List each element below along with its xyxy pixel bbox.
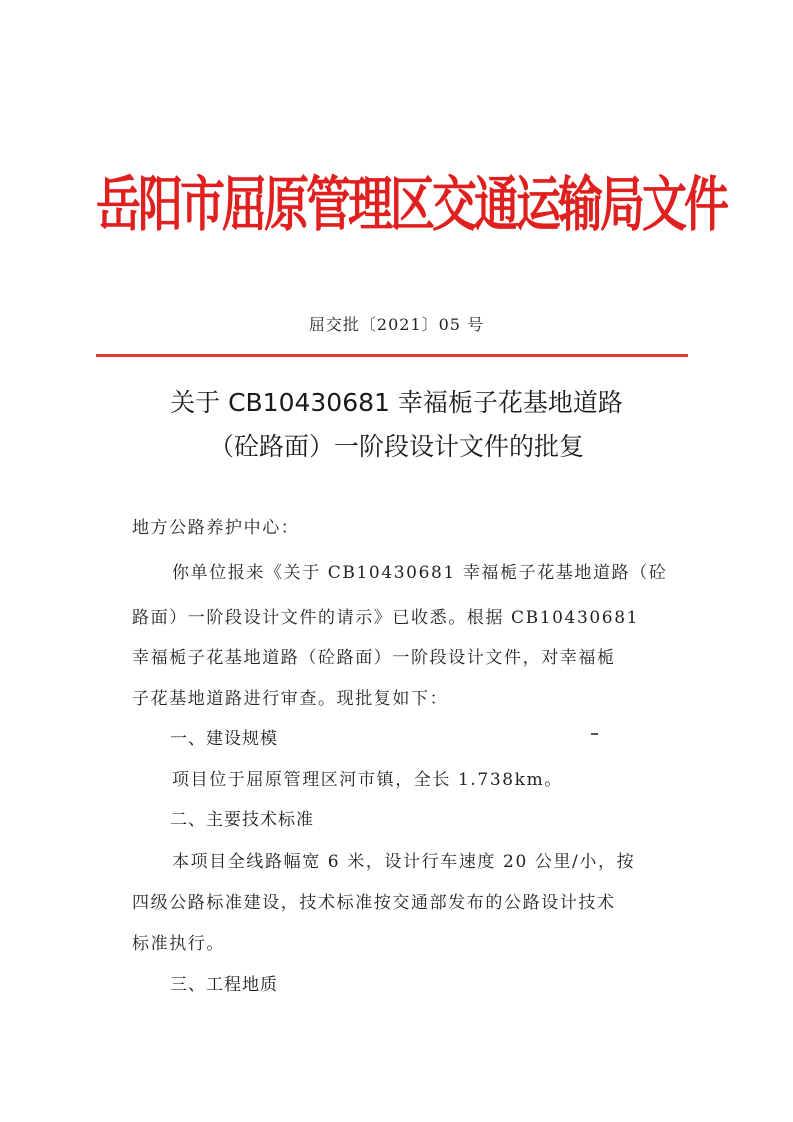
section-2-line-3: 标准执行。	[132, 934, 225, 954]
document-title-line-2: （砼路面）一阶段设计文件的批复	[208, 432, 584, 461]
document-number: 屈交批〔2021〕05 号	[308, 315, 485, 334]
section-2-heading: 二、主要技术标准	[170, 810, 314, 830]
issuer-header: 岳阳市屈原管理区交通运输局文件	[96, 169, 727, 240]
document-title-line-1: 关于 CB10430681 幸福栀子花基地道路	[170, 388, 623, 417]
intro-line-3: 幸福栀子花基地道路（砼路面）一阶段设计文件，对幸福栀	[132, 648, 616, 668]
section-1-text: 项目位于屈原管理区河市镇，全长 1.738km。	[172, 770, 563, 790]
section-2-line-2: 四级公路标准建设，技术标准按交通部发布的公路设计技术	[132, 893, 616, 913]
salutation: 地方公路养护中心：	[132, 518, 300, 538]
section-2-line-1: 本项目全线路幅宽 6 米，设计行车速度 20 公里/小，按	[172, 852, 636, 872]
intro-line-2: 路面）一阶段设计文件的请示》已收悉。根据 CB10430681	[132, 608, 640, 628]
section-1-heading: 一、建设规模	[170, 729, 278, 749]
intro-line-4: 子花基地道路进行审查。现批复如下：	[132, 689, 449, 709]
intro-line-1: 你单位报来《关于 CB10430681 幸福栀子花基地道路（砼	[172, 563, 668, 583]
red-divider-rule	[96, 354, 688, 357]
section-3-heading: 三、工程地质	[170, 975, 278, 995]
scan-speck	[591, 733, 598, 735]
